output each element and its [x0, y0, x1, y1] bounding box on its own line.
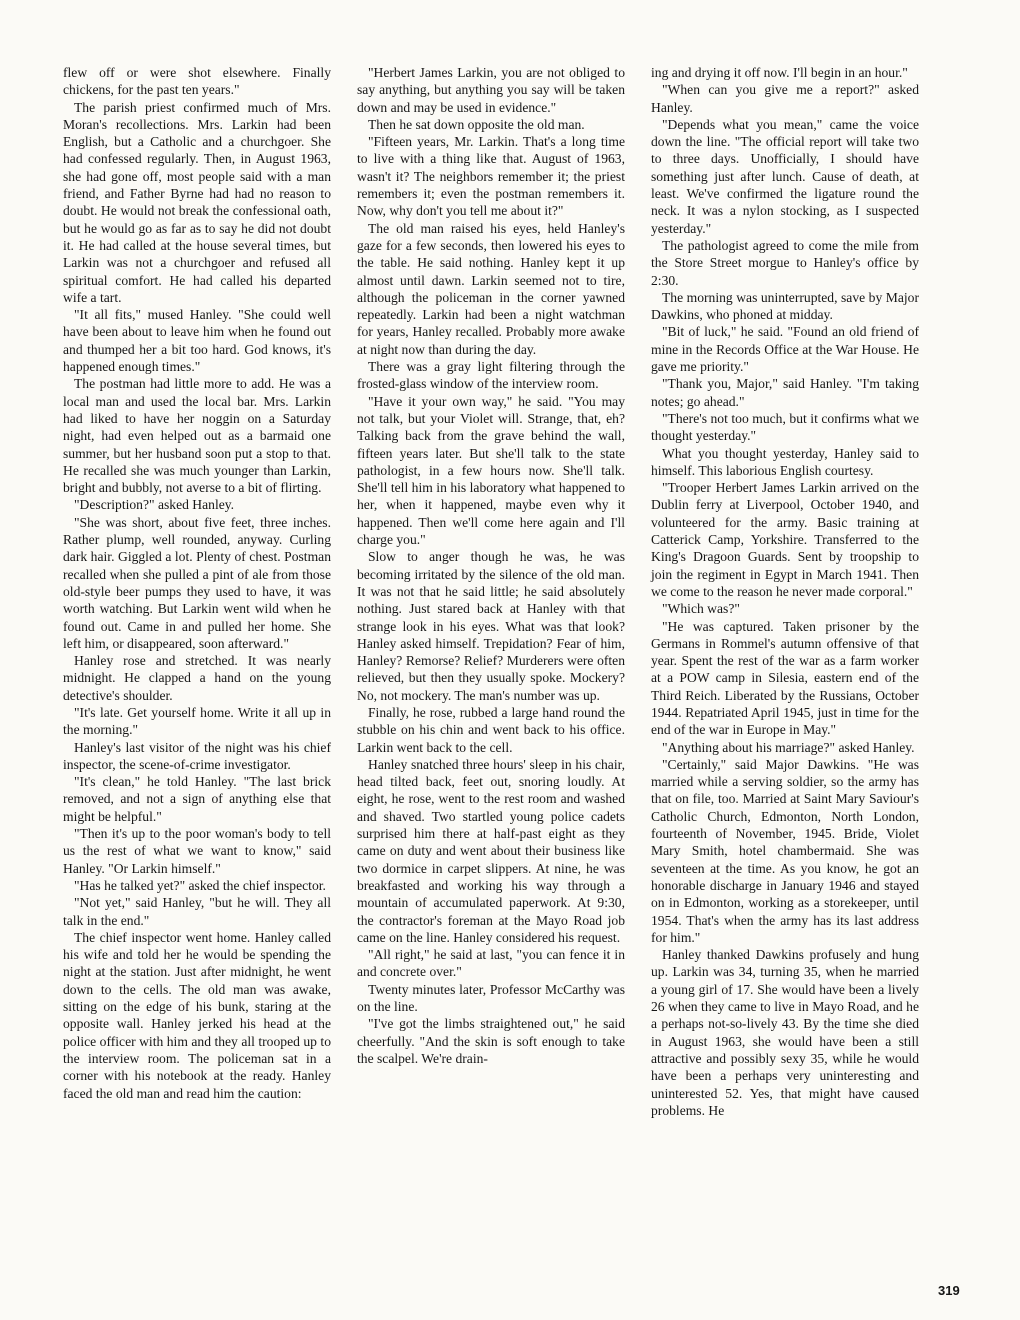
paragraph: "He was captured. Taken prisoner by the Germans in Rommel's autumn offensive of that year. Spent the rest of the war as a farm worker at a POW camp in Silesia, eastern end of the Third Reich. Liberated by the Russians, October 1944. Repatriated April 1945, just in time for the end of the war in Europe in May." — [651, 618, 919, 738]
paragraph: "It's clean," he told Hanley. "The last brick removed, and not a sign of anything else that might be helpful." — [63, 774, 331, 824]
paragraph: Hanley thanked Dawkins profusely and hung up. Larkin was 34, turning 35, when he married a young girl of 17. She would have been a lively 26 when they came to live in Mayo Road, and he a perhaps not-so-lively 43. By the time she died in August 1963, she would have been a still attractive and possibly sexy 35, while he would have been a perhaps very uninteresting and uninterested 52. Yes, that might have caused problems. He — [651, 947, 919, 1118]
paragraph: "It all fits," mused Hanley. "She could well have been about to leave him when he found out and thumped her a bit too hard. God knows, it's happened enough times." — [63, 307, 331, 375]
paragraph: "When can you give me a report?" asked Hanley. — [651, 82, 919, 115]
paragraph: The morning was uninterrupted, save by Major Dawkins, who phoned at midday. — [651, 289, 919, 323]
text-column-3 — [651, 64, 919, 1119]
paragraph: "Certainly," said Major Dawkins. "He was married while a serving soldier, so the army has that on file, too. Married at Saint Mary Saviour's Catholic Church, Edmonton, North London, fourteenth of November, 1945. Bride, Violet Mary Smith, hotel chambermaid. She was seventeen at the time. As you know, he got an honorable discharge in January 1946 and stayed on in Edmonton, working as a storekeeper, until 1954. That's when the army has its last address for him." — [651, 756, 919, 945]
paragraph: There was a gray light filtering through the frosted-glass window of the interview room. — [357, 359, 625, 392]
paragraph: flew off or were shot elsewhere. Finally chickens, for the past ten years." — [63, 65, 331, 98]
paragraph: "Fifteen years, Mr. Larkin. That's a long time to live with a thing like that. August of 1963, wasn't it? The neighbors remember it; the priest remembers it; even the postman remembers it. Now, why don't you tell me about it?" — [357, 134, 625, 219]
paragraph: "She was short, about five feet, three inches. Rather plump, well rounded, anyway. Curling dark hair. Giggled a lot. Plenty of chest. Postman recalled when she pulled a pint of ale from those old-style beer pumps they used to have, it was worth watching. But Larkin went wild when he found out. Came in and pulled her home. She left him, or disappeared, soon afterward." — [63, 514, 331, 651]
paragraph: "There's not too much, but it confirms what we thought yesterday." — [651, 410, 919, 444]
paragraph: Then he sat down opposite the old man. — [368, 116, 585, 132]
text-column-2 — [357, 64, 625, 1067]
paragraph: Hanley rose and stretched. It was nearly midnight. He clapped a hand on the young detective's shoulder. — [63, 653, 331, 703]
page-number: 319 — [938, 1283, 960, 1298]
paragraph: The pathologist agreed to come the mile from the Store Street morgue to Hanley's office by 2:30. — [651, 237, 919, 288]
paragraph: Hanley's last visitor of the night was his chief inspector, the scene-of-crime investigator. — [63, 739, 331, 772]
paragraph: "Which was?" — [662, 601, 740, 617]
paragraph: Finally, he rose, rubbed a large hand round the stubble on his chin and went back to his office. Larkin went back to the cell. — [357, 704, 625, 755]
paragraph: ing and drying it off now. I'll begin in an hour." — [651, 65, 908, 80]
paragraph: The parish priest confirmed much of Mrs. Moran's recollections. Mrs. Larkin had been English, but a Catholic and a churchgoer. She had confessed regularly. Then, in August 1963, she had gone off, most people said with a man friend, and Father Byrne had had no reason to doubt. He would not break the confessional oath, but he would go as far as to say he did not doubt it. He had called at the house several times, but Larkin was not a churchgoer and refused all spiritual comfort. He had called his departed wife a tart. — [63, 99, 331, 305]
paragraph: The chief inspector went home. Hanley called his wife and told her he would be spending the night at the station. Just after midnight, he went down to the cells. The old man was awake, sitting on the edge of his bunk, staring at the opposite wall. Hanley jerked his head at the police officer with him and they all trooped up to the interview room. The policeman sat in a corner with his notebook at the ready. Hanley faced the old man and read him the caution: — [63, 929, 331, 1101]
paragraph: "Herbert James Larkin, you are not obliged to say anything, but anything you say will be taken down and may be used in evidence." — [357, 65, 625, 115]
paragraph: The postman had little more to add. He was a local man and used the local bar. Mrs. Larkin had liked to have her noggin on a Saturday night, had even helped out as a barmaid one summer, but her husband soon put a stop to that. He recalled she was much younger than Larkin, bright and bubbly, not averse to a bit of flirting. — [63, 376, 331, 496]
paragraph: "All right," he said at last, "you can fence it in and concrete over." — [357, 947, 625, 980]
paragraph: "Description?" asked Hanley. — [74, 497, 235, 513]
paragraph: "Has he talked yet?" asked the chief inspector. — [74, 877, 326, 893]
paragraph: "Not yet," said Hanley, "but he will. They all talk in the end." — [63, 895, 331, 928]
paragraph: "Anything about his marriage?" asked Hanley. — [662, 739, 915, 755]
paragraph: "Thank you, Major," said Hanley. "I'm taking notes; go ahead." — [651, 376, 919, 409]
paragraph: The old man raised his eyes, held Hanley's gaze for a few seconds, then lowered his eyes to the table. He said nothing. Hanley kept it up almost until dawn. Larkin seemed not to tire, although the policeman in the corner yawned repeatedly. Larkin had been a night watchman for years, Hanley recalled. Probably more awake at night now than during the day. — [357, 220, 625, 357]
paragraph: "Have it your own way," he said. "You may not talk, but your Violet will. Strange, that, eh? Talking back from the grave behind the wall, fifteen years later. But she'll talk to the state pathologist, in a few hours now. She'll talk. She'll tell him in his laboratory what happened to her, when it happened, maybe even why it happened. Then we'll come here again and I'll charge you." — [357, 393, 625, 548]
paragraph: Hanley snatched three hours' sleep in his chair, head tilted back, feet out, snoring loudly. At eight, he rose, went to the rest room and washed and shaved. Two startled young police cadets surprised him there at half-past eight as they came on duty and went about their business like two dormice in carpet slippers. At nine, he was breakfasted and working his way through a mountain of accumulated paperwork. At 9:30, the contractor's foreman at the Mayo Road job came on the line. Hanley considered his request. — [357, 756, 625, 945]
paragraph: "Depends what you mean," came the voice down the line. "The official report will take two to three days. Unofficially, I should have something just after lunch. Cause of death, at least. We've confirmed the ligature round the neck. It was a nylon stocking, as I suspected yesterday." — [651, 116, 919, 236]
text-column-1 — [63, 64, 331, 1102]
paragraph: "Bit of luck," he said. "Found an old friend of mine in the Records Office at the War House. He gave me priority." — [651, 324, 919, 375]
paragraph: Slow to anger though he was, he was becoming irritated by the silence of the old man. It was not that he said little; he said absolutely nothing. Just stared back at Hanley with that strange look in his eyes. What was that look? Hanley asked himself. Trepidation? Fear of him, Hanley? Remorse? Relief? Murderers were often relieved, but then they usually spoke. Mockery? No, not mockery. The man's number was up. — [357, 549, 625, 703]
paragraph: Twenty minutes later, Professor McCarthy was on the line. — [357, 981, 625, 1015]
paragraph: "Trooper Herbert James Larkin arrived on the Dublin ferry at Liverpool, October 1940, and volunteered for the army. Basic training at Catterick Camp, Yorkshire. Transferred to the King's Dragoon Guards. Sent by troopship to join the regiment in Egypt in March 1941. Then we come to the reason he never made corporal." — [651, 480, 919, 599]
paragraph: What you thought yesterday, Hanley said to himself. This laborious English courtesy. — [651, 445, 919, 478]
paragraph: "Then it's up to the poor woman's body to tell us the rest of what we want to know," said Hanley. "Or Larkin himself." — [63, 826, 331, 876]
paragraph: "It's late. Get yourself home. Write it all up in the morning." — [63, 704, 331, 738]
paragraph: "I've got the limbs straightened out," he said cheerfully. "And the skin is soft enough to take the scalpel. We're drain- — [357, 1016, 625, 1066]
